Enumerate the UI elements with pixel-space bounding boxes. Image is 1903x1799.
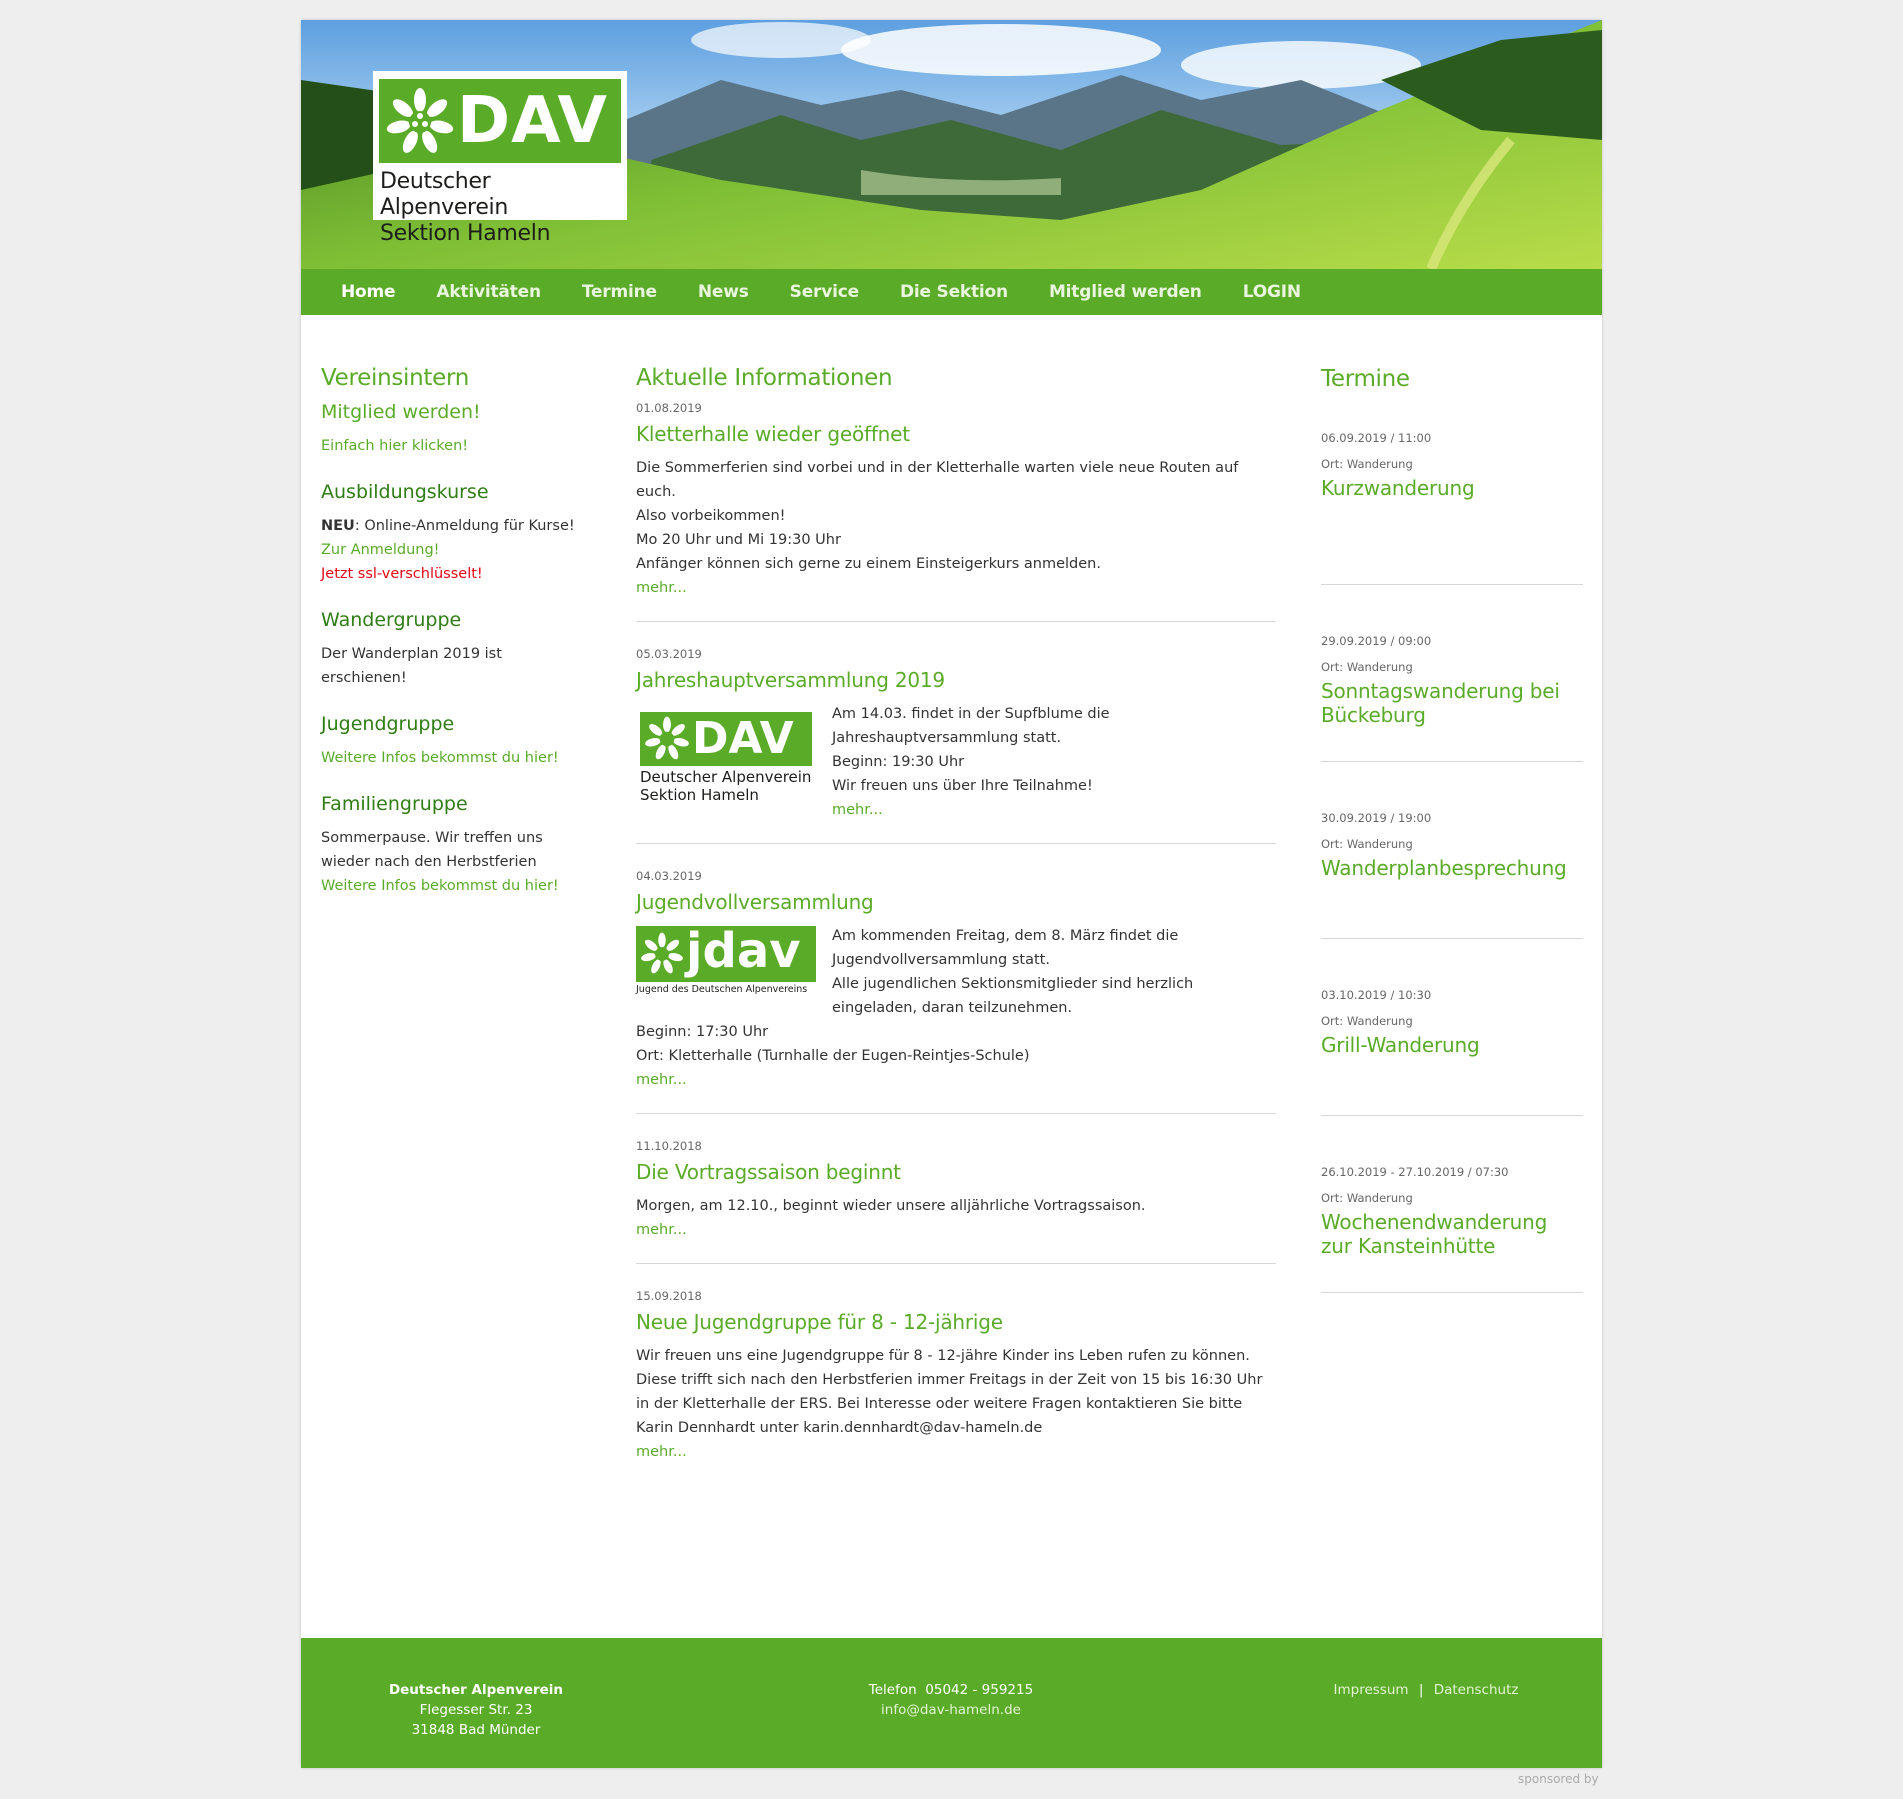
footer-separator: |: [1418, 1682, 1424, 1698]
thumb-line-1: Deutscher Alpenverein: [640, 768, 812, 786]
event-item: [1321, 392, 1583, 585]
footer-city: 31848 Bad Münder: [411, 1722, 541, 1738]
news-item: [636, 646, 1276, 844]
familie-link[interactable]: Weitere Infos bekommst du hier!: [321, 878, 559, 894]
jugend-heading: Jugendgruppe: [321, 713, 455, 735]
logo-brand: DAV: [457, 84, 608, 158]
more-link[interactable]: mehr...: [636, 1072, 687, 1088]
footer-address: [371, 1680, 581, 1740]
footer-street: Flegesser Str. 23: [419, 1702, 533, 1718]
dav-logo[interactable]: [373, 71, 627, 246]
nav-mitglied-werden[interactable]: Mitglied werden: [1048, 282, 1202, 302]
more-link[interactable]: mehr...: [636, 1222, 687, 1238]
news-date: 15.09.2018: [636, 1289, 702, 1303]
mitglied-link[interactable]: Einfach hier klicken!: [321, 438, 469, 454]
news-item: [636, 1138, 1276, 1264]
header-banner: [301, 20, 1602, 269]
event-title-link[interactable]: Wanderplanbesprechung: [1321, 856, 1567, 880]
nav-termine[interactable]: Termine: [581, 282, 657, 302]
news-title: Aktuelle Informationen: [636, 365, 893, 391]
news-title-link[interactable]: Die Vortragssaison beginnt: [636, 1160, 901, 1184]
nav-home[interactable]: Home: [341, 282, 396, 302]
event-where: Ort: Wanderung: [1321, 457, 1413, 471]
footer-links: [1331, 1680, 1521, 1700]
event-where: Ort: Wanderung: [1321, 837, 1413, 851]
footer-email-link[interactable]: info@dav-hameln.de: [881, 1702, 1021, 1718]
news-text: Ort: Kletterhalle (Turnhalle der Eugen-Reintjes-Schule): [636, 1048, 1030, 1064]
sponsored-by-label: sponsored by: [1518, 1772, 1599, 1786]
news-text: Wir freuen uns eine Jugendgruppe für 8 - 12-jähre Kinder ins Leben rufen zu können. Diese trifft sich nach den Herbstferien immer Freitags in der Zeit von 15 bis 16:30 Uhr in der Kletterhalle der ERS. Bei Interesse oder weitere Fragen kontaktieren Sie bitte Karin Dennhardt unter karin.dennhardt@dav-hameln.de: [636, 1348, 1263, 1436]
news-text: Beginn: 19:30 Uhr: [832, 754, 965, 770]
news-title-link[interactable]: Kletterhalle wieder geöffnet: [636, 422, 910, 446]
impressum-link[interactable]: Impressum: [1333, 1682, 1409, 1698]
sidebar-title: Vereinsintern: [321, 365, 470, 391]
termine-column: [1321, 366, 1583, 1293]
news-title-link[interactable]: Jahreshauptversammlung 2019: [636, 668, 945, 692]
event-item: [1321, 762, 1583, 939]
news-item: [636, 868, 1276, 1114]
ssl-link[interactable]: Jetzt ssl-verschlüsselt!: [321, 566, 483, 582]
news-text: Mo 20 Uhr und Mi 19:30 Uhr: [636, 532, 841, 548]
event-item: [1321, 585, 1583, 762]
familie-text-body: Sommerpause. Wir treffen uns wieder nach den Herbstferien: [321, 830, 543, 870]
event-when: 06.09.2019 / 11:00: [1321, 431, 1432, 445]
nav-news[interactable]: News: [697, 282, 749, 302]
mitglied-heading: Mitglied werden!: [321, 401, 481, 423]
event-item: [1321, 939, 1583, 1116]
footer-org: Deutscher Alpenverein: [388, 1682, 564, 1698]
nav-aktivitaeten[interactable]: Aktivitäten: [436, 282, 541, 302]
footer: [301, 1638, 1602, 1768]
news-text: Alle jugendlichen Sektionsmitglieder sind herzlich eingeladen, daran teilzunehmen.: [832, 976, 1194, 1016]
news-item: [636, 400, 1276, 622]
news-text: Anfänger können sich gerne zu einem Einsteigerkurs anmelden.: [636, 556, 1101, 572]
news-text: Die Sommerferien sind vorbei und in der Kletterhalle warten viele neue Routen auf euch.: [636, 460, 1239, 500]
jugend-link[interactable]: Weitere Infos bekommst du hier!: [321, 750, 559, 766]
event-where: Ort: Wanderung: [1321, 1014, 1413, 1028]
kurse-heading: Ausbildungskurse: [321, 481, 489, 503]
event-item: [1321, 1116, 1583, 1293]
jdav-logo-thumbnail: [636, 924, 832, 1020]
event-title-link[interactable]: Sonntagswanderung bei Bückeburg: [1321, 679, 1560, 727]
logo-line-1: Deutscher Alpenverein: [380, 169, 509, 220]
news-title-link[interactable]: Jugendvollversammlung: [636, 890, 874, 914]
edelweiss-icon: [385, 87, 455, 157]
news-column: [636, 366, 1276, 1509]
wander-heading: Wandergruppe: [321, 609, 462, 631]
news-text: Am 14.03. findet in der Supfblume die Jahreshauptversammlung statt.: [832, 706, 1110, 746]
page-container: [301, 20, 1602, 1768]
footer-phone: Telefon 05042 - 959215: [868, 1682, 1034, 1698]
nav-login[interactable]: LOGIN: [1242, 282, 1301, 302]
event-where: Ort: Wanderung: [1321, 1191, 1413, 1205]
event-where: Ort: Wanderung: [1321, 660, 1413, 674]
news-date: 01.08.2019: [636, 401, 702, 415]
sidebar-vereinsintern: [321, 366, 591, 898]
jdav-brand: jdav: [686, 923, 801, 979]
edelweiss-icon: [644, 716, 690, 762]
news-item: [636, 1288, 1276, 1485]
kurse-text: [321, 514, 591, 538]
nav-die-sektion[interactable]: Die Sektion: [899, 282, 1008, 302]
familie-heading: Familiengruppe: [321, 793, 468, 815]
more-link[interactable]: mehr...: [832, 802, 883, 818]
more-link[interactable]: mehr...: [636, 1444, 687, 1460]
event-title-link[interactable]: Kurzwanderung: [1321, 476, 1475, 500]
main-navigation: [301, 269, 1602, 315]
datenschutz-link[interactable]: Datenschutz: [1433, 1682, 1519, 1698]
edelweiss-icon: [640, 932, 684, 976]
event-title-link[interactable]: Wochenendwanderung zur Kansteinhütte: [1321, 1210, 1548, 1258]
news-date: 11.10.2018: [636, 1139, 702, 1153]
neu-label: NEU: [321, 518, 355, 534]
news-text: Morgen, am 12.10., beginnt wieder unsere alljährliche Vortragssaison.: [636, 1198, 1146, 1214]
familie-text: [321, 826, 591, 898]
wander-text: Der Wanderplan 2019 ist erschienen!: [321, 646, 502, 686]
thumb-brand: DAV: [692, 713, 794, 764]
dav-logo-thumbnail: [636, 702, 832, 822]
termine-title: Termine: [1321, 366, 1410, 392]
event-when: 29.09.2019 / 09:00: [1321, 634, 1432, 648]
news-text: Beginn: 17:30 Uhr: [636, 1024, 769, 1040]
footer-contact: [821, 1680, 1081, 1720]
kurse-anmeldung-link[interactable]: Zur Anmeldung!: [321, 542, 440, 558]
event-when: 30.09.2019 / 19:00: [1321, 811, 1432, 825]
news-text: Am kommenden Freitag, dem 8. März findet die Jugendvollversammlung statt.: [832, 928, 1179, 968]
thumb-line-2: Sektion Hameln: [640, 786, 759, 804]
news-title-link[interactable]: Neue Jugendgruppe für 8 - 12-jährige: [636, 1310, 1003, 1334]
news-text: Also vorbeikommen!: [636, 508, 786, 524]
event-when: 26.10.2019 - 27.10.2019 / 07:30: [1321, 1165, 1509, 1179]
kurse-text-body: : Online-Anmeldung für Kurse!: [354, 518, 575, 534]
logo-line-2: Sektion Hameln: [380, 221, 551, 246]
more-link[interactable]: mehr...: [636, 580, 687, 596]
jdav-subline: Jugend des Deutschen Alpenvereins: [636, 984, 808, 995]
news-text: Wir freuen uns über Ihre Teilnahme!: [832, 778, 1093, 794]
news-date: 05.03.2019: [636, 647, 702, 661]
news-date: 04.03.2019: [636, 869, 702, 883]
event-when: 03.10.2019 / 10:30: [1321, 988, 1432, 1002]
event-title-link[interactable]: Grill-Wanderung: [1321, 1033, 1480, 1057]
nav-service[interactable]: Service: [789, 282, 859, 302]
